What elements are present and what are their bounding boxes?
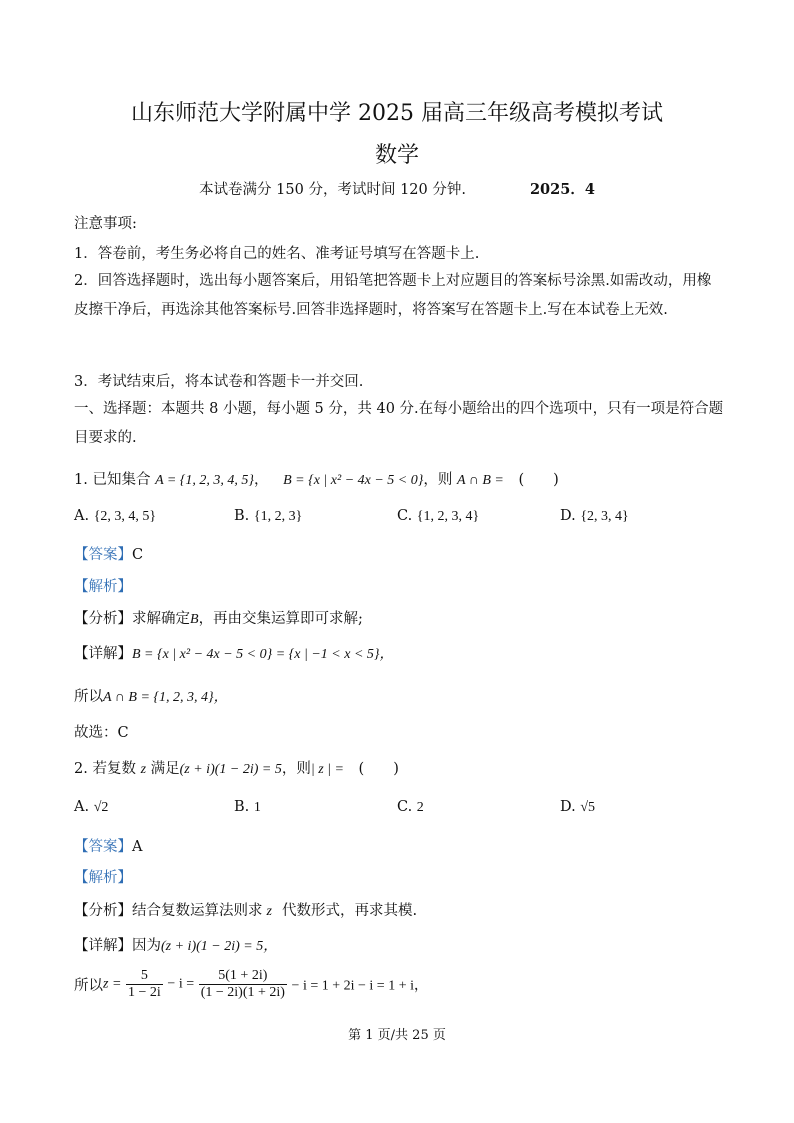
q1-analysis-tag: 【解析】 <box>74 579 132 595</box>
q2-option-b: B. 1 <box>234 799 261 815</box>
q2-fenxi: 【分析】结合复数运算法则求 z 代数形式，再求其模. <box>74 903 418 919</box>
note-item-3: 3．考试结束后，将本试卷和答题卡一并交回. <box>74 374 364 390</box>
fraction-2: $\frac{5(1 + 2i)}{(1 - 2i)(1 + 2i)}$ <box>200 968 285 1000</box>
q2-option-d: D. √5 <box>560 799 596 815</box>
exam-date: 2025．4 <box>529 181 595 198</box>
q2-option-c: C. 2 <box>397 799 424 815</box>
q2-xiangjie: 【详解】因为(z + i)(1 − 2i) = 5， <box>74 938 278 954</box>
exam-title: 山东师范大学附属中学 2025 届高三年级高考模拟考试 <box>131 101 663 126</box>
notes-heading: 注意事项: <box>74 216 137 232</box>
q1-answer-value: C <box>132 547 144 563</box>
page-footer: 第 1 页/共 25 页 <box>348 1028 446 1043</box>
note-item-2: 2．回答选择题时，选出每小题答案后，用铅笔把答题卡上对应题目的答案标号涂黑.如需改动，用橡皮擦干净后，再选涂其他答案标号.回答非选择题时，将答案写在答题卡上.写在本试卷上无效. <box>74 273 712 318</box>
note-item-1: 1．答卷前，考生务必将自己的姓名、准考证号填写在答题卡上. <box>74 246 480 262</box>
q1-set-b: B = {x | x² − 4x − 5 < 0} <box>283 473 424 488</box>
q1-option-b: B. {1, 2, 3} <box>234 508 303 524</box>
q1-ask-expr: A ∩ B = <box>456 473 504 488</box>
q1-answer <box>74 543 143 564</box>
q1-set-a: A = {1, 2, 3, 4, 5} <box>155 473 255 488</box>
exam-info-text: 本试卷满分 150 分，考试时间 120 分钟. <box>199 182 466 198</box>
q1-prefix: 1. 已知集合 <box>74 472 151 488</box>
fraction-1: $\frac{5}{1 - 2i}$ <box>128 968 161 1000</box>
q1-fenxi: 【分析】求解确定B，再由交集运算即可求解; <box>74 611 363 627</box>
section-1-heading: 一、选择题：本题共 8 小题，每小题 5 分，共 40 分.在每小题给出的四个选项中，只有一项是符合题目要求的. <box>74 401 724 446</box>
q1-option-d: D. {2, 3, 4} <box>560 508 629 524</box>
q1-paren: ( ) <box>518 472 559 488</box>
q1-option-c: C. {1, 2, 3, 4} <box>397 508 480 524</box>
q1-ask: ，则 <box>423 472 453 488</box>
question-1: 1. 已知集合 A = {1, 2, 3, 4, 5}， B = {x | x² − 4x − 5 < 0}，则 A ∩ B = ( ) <box>74 472 559 488</box>
q2-result: 所以z = $\frac{5}{1 - 2i}$ − i = $\frac{5(1 + 2i)}{(1 - 2i)(1 + 2i)}$ − i = 1 + 2i − i = 1 + i， <box>74 968 428 1000</box>
question-2: 2. 若复数 z 满足(z + i)(1 − 2i) = 5，则| z | = ( ) <box>74 761 399 777</box>
q1-conclusion: 故选：C <box>74 725 129 741</box>
q1-xiangjie: 【详解】B = {x | x² − 4x − 5 < 0} = {x | −1 < x < 5}， <box>74 646 394 662</box>
exam-subject: 数学 <box>374 143 419 168</box>
q2-analysis-tag: 【解析】 <box>74 870 132 886</box>
q2-answer: 【答案】A <box>74 839 143 855</box>
q1-answer-tag: 【答案】 <box>74 547 132 563</box>
q1-result: 所以A ∩ B = {1, 2, 3, 4}， <box>74 689 228 705</box>
q2-option-a: A. √2 <box>74 799 109 815</box>
q1-option-a: A. {2, 3, 4, 5} <box>74 508 157 524</box>
exam-info <box>0 178 794 199</box>
